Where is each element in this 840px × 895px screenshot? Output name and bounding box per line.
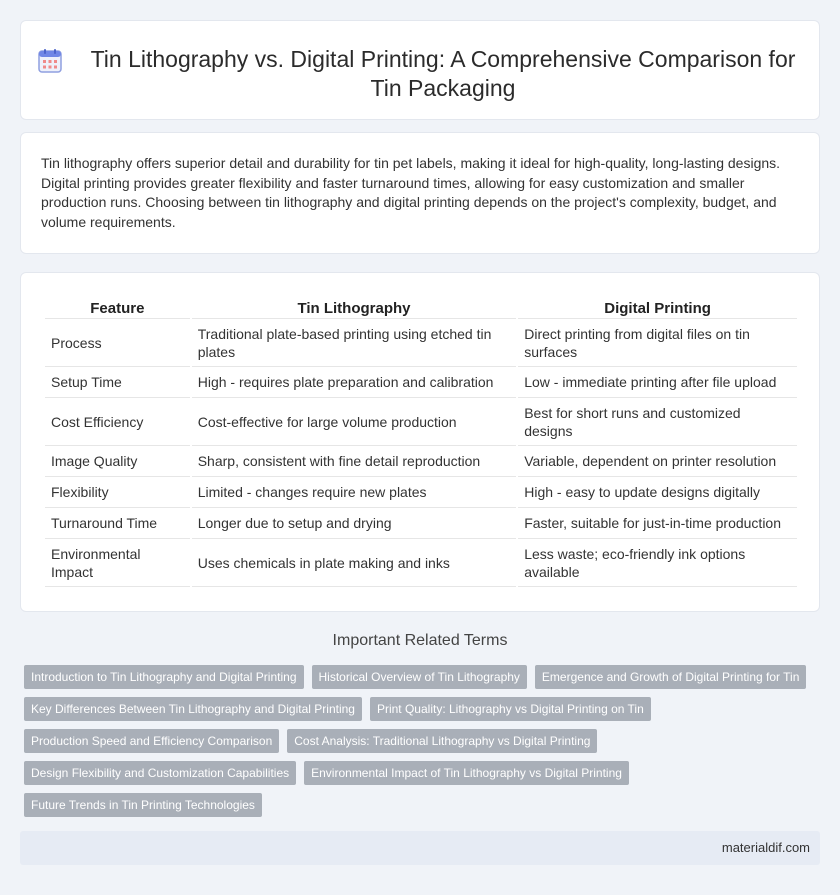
table-cell-lithography: Uses chemicals in plate making and inks [192,539,517,587]
table-row [45,398,797,446]
related-term-tag[interactable]: Future Trends in Tin Printing Technologies [24,793,262,817]
table-cell-feature: Turnaround Time [45,508,190,539]
table-cell-feature: Process [45,319,190,367]
table-cell-lithography: Limited - changes require new plates [192,477,517,508]
table-cell-lithography: High - requires plate preparation and calibration [192,367,517,398]
table-cell-lithography: Sharp, consistent with fine detail reproduction [192,446,517,477]
table-cell-feature: Environmental Impact [45,539,190,587]
page-title: Tin Lithography vs. Digital Printing: A Comprehensive Comparison for Tin Packaging [90,46,796,101]
table-cell-feature: Setup Time [45,367,190,398]
related-terms-heading: Important Related Terms [332,632,508,649]
related-term-tag[interactable]: Cost Analysis: Traditional Lithography vs Digital Printing [287,729,597,753]
table-row [45,319,797,367]
calendar-icon [37,48,63,74]
table-row [45,477,797,508]
column-header-feature: Feature [45,295,190,319]
table-header-row [45,295,797,319]
table-cell-digital: Less waste; eco-friendly ink options available [518,539,797,587]
related-term-tag[interactable]: Environmental Impact of Tin Lithography vs Digital Printing [304,761,629,785]
table-cell-digital: High - easy to update designs digitally [518,477,797,508]
related-term-tag[interactable]: Key Differences Between Tin Lithography and Digital Printing [24,697,362,721]
table-cell-feature: Image Quality [45,446,190,477]
table-cell-digital: Direct printing from digital files on tin surfaces [518,319,797,367]
table-row [45,539,797,587]
comparison-table [43,295,799,587]
table-row [45,446,797,477]
footer-bar [20,831,820,865]
table-cell-lithography: Longer due to setup and drying [192,508,517,539]
table-cell-digital: Best for short runs and customized designs [518,398,797,446]
related-term-tag[interactable]: Design Flexibility and Customization Capabilities [24,761,296,785]
related-term-tag[interactable]: Production Speed and Efficiency Comparison [24,729,279,753]
related-term-tag[interactable]: Print Quality: Lithography vs Digital Printing on Tin [370,697,651,721]
table-cell-digital: Variable, dependent on printer resolution [518,446,797,477]
comparison-table-card [20,272,820,612]
table-cell-digital: Faster, suitable for just-in-time production [518,508,797,539]
table-row [45,508,797,539]
related-term-tag[interactable]: Historical Overview of Tin Lithography [312,665,527,689]
header-card [20,20,820,120]
table-cell-feature: Flexibility [45,477,190,508]
intro-card [20,132,820,254]
column-header-digital-printing: Digital Printing [518,295,797,319]
footer-site-link[interactable]: materialdif.com [721,840,810,855]
table-row [45,367,797,398]
related-term-tag[interactable]: Emergence and Growth of Digital Printing for Tin [535,665,806,689]
table-cell-digital: Low - immediate printing after file upload [518,367,797,398]
related-term-tag[interactable]: Introduction to Tin Lithography and Digital Printing [24,665,304,689]
table-cell-lithography: Traditional plate-based printing using etched tin plates [192,319,517,367]
related-terms-list [24,665,824,825]
intro-paragraph: Tin lithography offers superior detail and durability for tin pet labels, making it ideal for high-quality, long-lasting designs. Digital printing provides greater flexibility and faster turnaround times, allowing for easy customization and smaller production runs. Choosing between tin lithography and digital printing depends on the project's complexity, budget, and volume requirements. [41,155,781,230]
table-cell-feature: Cost Efficiency [45,398,190,446]
column-header-tin-lithography: Tin Lithography [192,295,517,319]
table-cell-lithography: Cost-effective for large volume production [192,398,517,446]
